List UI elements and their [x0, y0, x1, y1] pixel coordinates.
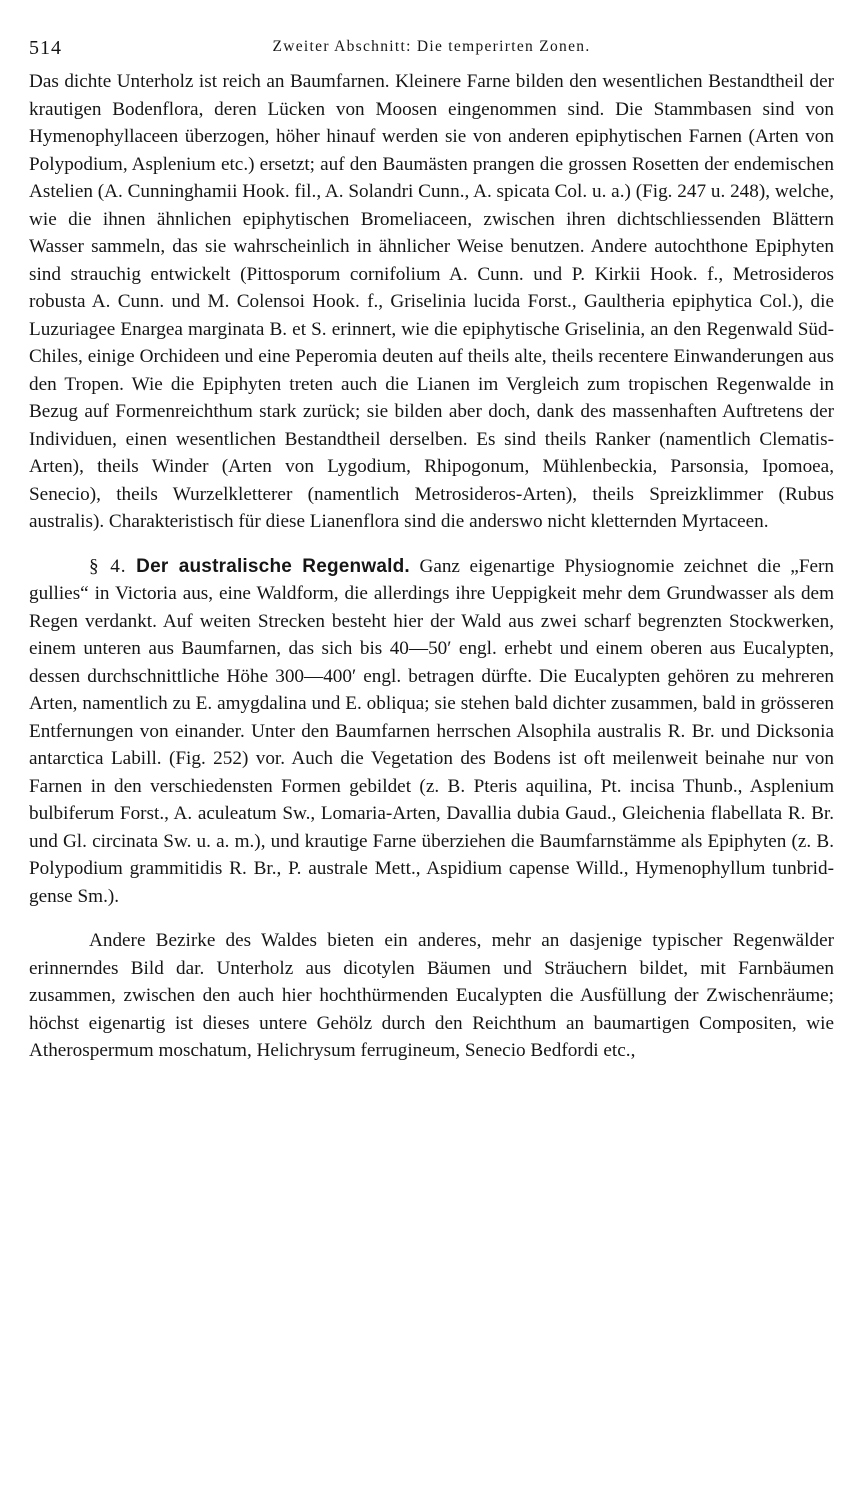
running-title: Zweiter Abschnitt: Die temperirten Zonen. — [272, 38, 591, 55]
running-header — [29, 34, 834, 68]
paragraph-undergrowth: Das dichte Unterholz ist reich an Baumfarnen. Kleinere Farne bilden den wesentlichen Bestandtheil der krautigen Bodenflora, deren Lücken von Moosen eingenommen sind. Die Stammbasen sind von Hymenophyllaceen überzogen, höher hinauf werden sie von anderen epiphytischen Farnen (Arten von Polypodium, Asplenium etc.) ersetzt; auf den Baumästen prangen die grossen Rosetten der endemischen Astelien (A. Cunninghamii Hook. fil., A. Solandri Cunn., A. spicata Col. u. a.) (Fig. 247 u. 248), welche, wie die ihnen ähnlichen epiphytischen Bromeliaceen, zwischen ihren dichtschliessenden Blättern Wasser sammeln, das sie wahrscheinlich in ähnlicher Weise benutzen. Andere autochthone Epiphyten sind strauchig entwickelt (Pittosporum cornifolium A. Cunn. und P. Kirkii Hook. f., Metrosideros robusta A. Cunn. und M. Colensoi Hook. f., Griselinia lucida Forst., Gaultheria epiphytica Col.), die Luzuriagee Enargea marginata B. et S. erinnert, wie die epiphytische Griselinia, an den Regenwald Süd-Chiles, einige Orchideen und eine Peperomia deuten auf theils alte, theils recentere Einwanderungen aus den Tropen. Wie die Epiphyten treten auch die Lianen im Vergleich zum tropischen Regenwalde in Bezug auf Formenreichthum stark zurück; sie bilden aber doch, dank des massenhaften Auftretens der Individuen, einen wesentlichen Bestandtheil derselben. Es sind theils Ranker (namentlich Clematis-Arten), theils Winder (Arten von Lygodium, Rhipogonum, Mühlenbeckia, Parsonsia, Ipomoea, Senecio), theils Wurzelkletterer (namentlich Metrosideros-Arten), theils Spreizklimmer (Rubus australis). Charakteristisch für diese Lianenflora sind die anderswo nicht kletternden Myrtaceen. — [29, 71, 834, 532]
paragraph-australian-rainforest — [29, 553, 834, 911]
paragraph-other-districts: Andere Bezirke des Waldes bieten ein anderes, mehr an dasjenige typischer Regenwälder erinnerndes Bild dar. Unterholz aus dicotylen Bäumen und Sträuchern bildet, mit Farnbäumen zusammen, zwischen den auch hier hochthürmenden Eucalypten die Ausfüllung der Zwischenräume; höchst eigenartig ist dieses untere Gehölz durch den Reichthum an baumartigen Compositen, wie Atherospermum moschatum, Helichrysum ferrugineum, Senecio Bedfordi etc., — [29, 930, 834, 1061]
book-page — [29, 34, 834, 1065]
section-number: § 4. — [89, 555, 127, 577]
section-heading: Der australische Regenwald. — [136, 555, 410, 577]
paragraph-body: Ganz eigenartige Physiognomie zeichnet die „Fern gullies“ in Victoria aus, eine Waldform, die allerdings ihre Ueppigkeit mehr dem Grundwasser als dem Regen verdankt. Auf weiten Strecken besteht hier der Wald aus zwei scharf begrenzten Stockwerken, einem unteren aus Baumfarnen, das sich bis 40—50′ engl. erhebt und einem oberen aus Eucalypten, dessen durchschnittliche Höhe 300—400′ engl. betragen dürfte. Die Eucalypten gehören zu mehreren Arten, namentlich zu E. amygdalina und E. obliqua; sie stehen bald dichter zusammen, bald in grösseren Entfernungen von einander. Unter den Baumfarnen herrschen Alsophila australis R. Br. und Dicksonia antarctica Labill. (Fig. 252) vor. Auch die Vegetation des Bodens ist oft meilenweit beinahe nur von Farnen in den verschiedensten Formen gebildet (z. B. Pteris aquilina, Pt. incisa Thunb., Asplenium bulbiferum Forst., A. aculeatum Sw., Lomaria-Arten, Davallia dubia Gaud., Gleichenia flabellata R. Br. und Gl. circinata Sw. u. a. m.), und krautige Farne überziehen die Baumfarnstämme als Epiphyten (z. B. Polypodium grammitidis R. Br., P. australe Mett., Aspidium capense Willd., Hymenophyllum tunbridgense Sm.). — [29, 555, 834, 907]
page-number: 514 — [29, 37, 62, 59]
